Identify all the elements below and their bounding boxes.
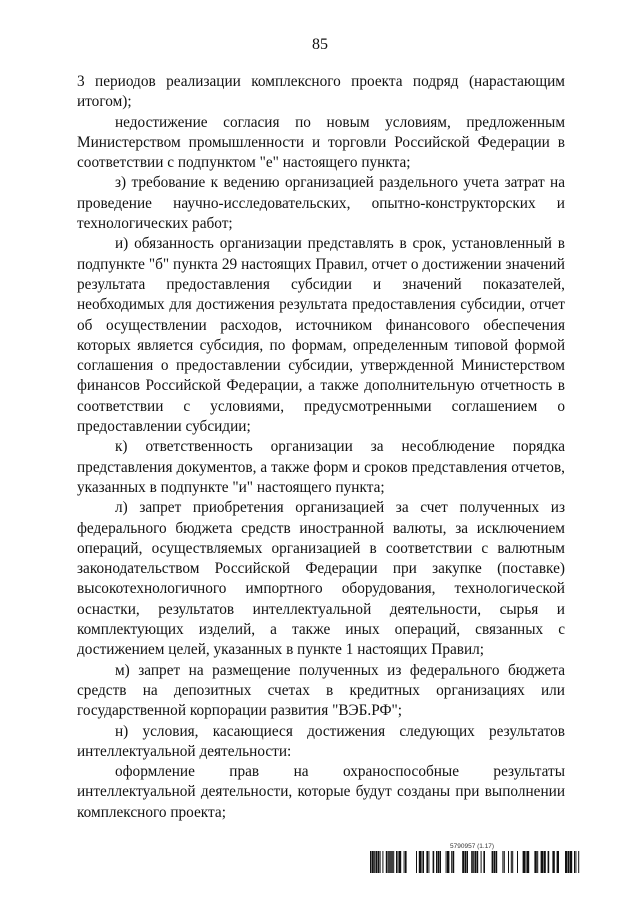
barcode-bar xyxy=(574,851,575,873)
barcode-bar xyxy=(473,851,474,873)
paragraph: з) требование к ведению организацией раздельного учета затрат на проведение научно-исследовательских, опытно-конструкторских и технологических работ; xyxy=(77,174,565,233)
barcode-bar xyxy=(389,851,391,873)
barcode-bar xyxy=(537,851,538,873)
document-code: 5790957 (1.17) xyxy=(450,843,495,850)
barcode-bar xyxy=(374,851,375,873)
barcode-bar xyxy=(504,851,505,873)
barcode-bar xyxy=(416,851,417,873)
barcode-bar xyxy=(548,851,550,873)
barcode-bar xyxy=(370,851,371,873)
barcode-bar xyxy=(446,851,447,873)
barcode-bar xyxy=(475,851,477,873)
barcode-bar xyxy=(437,851,439,873)
barcode-bar xyxy=(527,851,529,873)
barcode-bar xyxy=(396,851,397,873)
paragraph: к) ответственность организации за несоблюдение порядка представления документов, а также форм и сроков представления отчетов, указанных в подпункте "и" настоящего пункта; xyxy=(77,438,565,496)
barcode-bar xyxy=(502,851,503,873)
barcode-bar xyxy=(451,851,452,873)
paragraph: недостижение согласия по новым условиям, предложенным Министерством промышленности и торговли Российской Федерации в соответствии с подпунктом "е" настоящего пункта; xyxy=(77,113,565,172)
page-number: 85 xyxy=(312,36,328,53)
barcode-bar xyxy=(439,851,441,873)
barcode-bar xyxy=(565,851,567,873)
barcode-bar xyxy=(552,851,554,873)
barcode-bar xyxy=(575,851,576,873)
barcode-bar xyxy=(557,851,559,873)
paragraph: л) запрет приобретения организацией за счет полученных из федерального бюджета средств иностранной валюты, за исключением операций, осуществляемых организацией в соответствии с валютным законодательством Российской Федерации при закупке (поставке) высокотехнологичного импортного оборудования, технологической оснастки, результатов интеллектуальной деятельности, сырья и комплектующих изделий, а также иных операций, связанных с достижением целей, указанных в пункте 1 настоящих Правил; xyxy=(77,499,565,659)
barcode-bar xyxy=(376,851,378,873)
barcode-bar xyxy=(419,851,421,873)
barcode-bar xyxy=(523,851,525,873)
barcode-bar xyxy=(517,851,518,873)
barcode-icon xyxy=(370,851,584,873)
barcode-bar xyxy=(494,851,496,873)
barcode-bar xyxy=(534,851,536,873)
barcode-bar xyxy=(541,851,543,873)
barcode-bar xyxy=(386,851,388,873)
barcode-bar xyxy=(483,851,485,873)
paragraph: 3 периодов реализации комплексного проекта подряд (нарастающим итогом); xyxy=(77,73,565,111)
barcode-bar xyxy=(391,851,393,873)
barcode-bar xyxy=(371,851,373,873)
barcode-bar xyxy=(405,851,407,873)
barcode-bar xyxy=(399,851,401,873)
barcode-bar xyxy=(477,851,479,873)
barcode-bar xyxy=(462,851,464,873)
barcode-bar xyxy=(481,851,482,873)
barcode-bar xyxy=(378,851,380,873)
barcode-bar xyxy=(492,851,494,873)
barcode-bar xyxy=(508,851,509,873)
barcode-bar xyxy=(511,851,512,873)
document-body xyxy=(77,72,565,823)
barcode-bar xyxy=(568,851,570,873)
barcode-bar xyxy=(465,851,466,873)
barcode-bar xyxy=(447,851,449,873)
barcode-bar xyxy=(380,851,381,873)
barcode-bar xyxy=(570,851,572,873)
barcode-bar xyxy=(428,851,429,873)
barcode-bar xyxy=(543,851,545,873)
barcode-bar xyxy=(525,851,526,873)
paragraph: м) запрет на размещение полученных из федерального бюджета средств на депозитных счетах в кредитных организациях или государственной корпорации развития "ВЭБ.РФ"; xyxy=(77,661,565,720)
barcode-bar xyxy=(471,851,473,873)
paragraph: и) обязанность организации представлять в срок, установленный в подпункте "б" пункта 29 настоящих Правил, отчет о достижении значений результата предоставления субсидии и значений показателей, необходимых для достижения результата предоставления субсидии, отчет об осуществлении расходов, источником финансового обеспечения которых является субсидия, по формам, определенным типовой формой соглашения о предоставлении субсидии, утвержденной Министерством финансов Российской Федерации, а также дополнительную отчетность в соответствии с условиями, предусмотренными соглашением о предоставлении субсидии; xyxy=(77,235,565,436)
barcode-bar xyxy=(423,851,424,873)
barcode-bar xyxy=(433,851,435,873)
barcode-bar xyxy=(382,851,383,873)
paragraph: н) условия, касающиеся достижения следующих результатов интеллектуальной деятельности: xyxy=(77,722,565,760)
barcode-bar xyxy=(393,851,394,873)
barcode-bar xyxy=(422,851,423,873)
barcode-bar xyxy=(496,851,498,873)
paragraph: оформление прав на охраноспособные результаты интеллектуальной деятельности, которые будут созданы при выполнении комплексного проекта; xyxy=(77,763,565,821)
barcode-bar xyxy=(512,851,513,873)
barcode-bar xyxy=(453,851,455,873)
barcode-bar xyxy=(578,851,579,873)
barcode-bar xyxy=(404,851,405,873)
barcode-bar xyxy=(436,851,437,873)
barcode-bar xyxy=(388,851,389,873)
barcode-bar xyxy=(397,851,398,873)
barcode-bar xyxy=(426,851,428,873)
barcode-bar xyxy=(466,851,468,873)
